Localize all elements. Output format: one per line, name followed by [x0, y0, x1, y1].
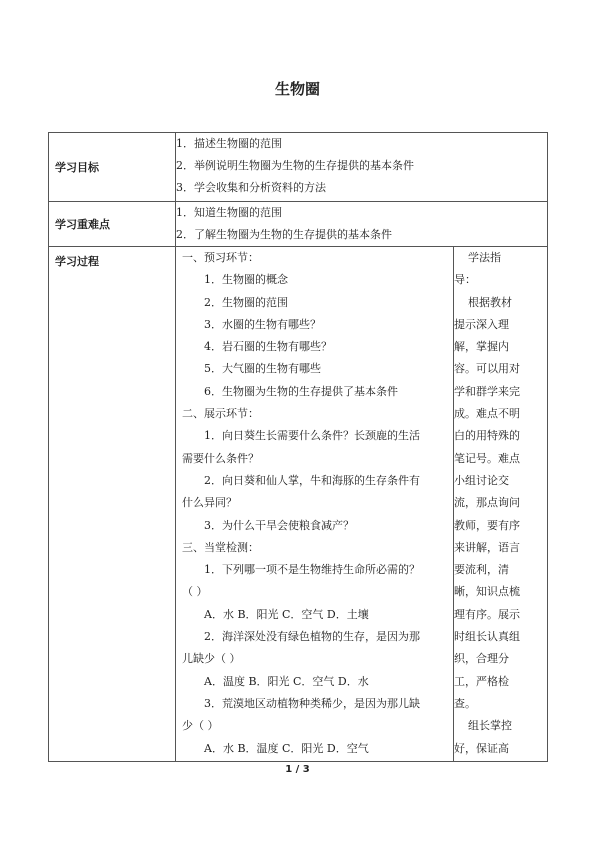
guide-line: 容。可以用对 — [454, 362, 520, 376]
guide-line: 工，严格检 — [454, 674, 509, 688]
process-line: 3．荒漠地区动植物种类稀少，是因为那儿缺 — [204, 696, 420, 710]
process-line: 3．水圈的生物有哪些？ — [204, 317, 321, 331]
process-line: 需要什么条件？ — [182, 451, 259, 465]
process-line: 1．生物圈的概念 — [204, 273, 288, 287]
guide-line: 教师，要有序 — [454, 518, 520, 532]
guide-line: 时组长认真组 — [454, 630, 520, 644]
guide-line: 学和群学来完 — [454, 384, 520, 398]
row-key — [49, 202, 548, 247]
guide-line: 笔记号。难点 — [454, 451, 520, 465]
process-line: 6．生物圈为生物的生存提供了基本条件 — [204, 384, 398, 398]
guide-line: 组长掌控 — [454, 719, 512, 733]
guide-line: 流，那点询问 — [454, 496, 520, 510]
guide-line: 导： — [454, 273, 476, 287]
key-item: 2．了解生物圈为生物的生存提供的基本条件 — [176, 228, 392, 241]
guide-line: 理有序。展示 — [454, 607, 520, 621]
guide-line: 晰，知识点梳 — [454, 585, 520, 599]
goal-item: 1．描述生物圈的范围 — [176, 137, 282, 150]
study-guide-notes — [454, 247, 548, 762]
process-line: 2．向日葵和仙人掌，牛和海豚的生存条件有 — [204, 473, 420, 487]
process-line: （ ） — [182, 585, 208, 599]
process-line: 一、预习环节： — [182, 251, 259, 264]
goal-content — [176, 133, 548, 202]
process-line: 1．向日葵生长需要什么条件？长颈鹿的生活 — [204, 429, 420, 443]
guide-line: 要流利，清 — [454, 563, 509, 577]
goal-item: 2．举例说明生物圈为生物的生存提供的基本条件 — [176, 159, 414, 172]
process-line: 二、展示环节： — [182, 407, 259, 421]
guide-line: 白的用特殊的 — [454, 429, 520, 443]
guide-line: 根据教材 — [454, 295, 512, 309]
process-line: A．温度 B．阳光 C．空气 D．水 — [204, 674, 369, 688]
key-label: 学习重难点 — [49, 202, 176, 247]
page-number: 1 / 3 — [285, 764, 310, 775]
process-line: 3．为什么干旱会使粮食减产？ — [204, 518, 354, 532]
guide-line: 学法指 — [454, 251, 501, 264]
key-item: 1．知道生物圈的范围 — [176, 206, 282, 219]
key-content — [176, 202, 548, 247]
guide-line: 来讲解，语言 — [454, 540, 520, 554]
process-line: 什么异同？ — [182, 496, 237, 510]
guide-line: 好，保证高 — [454, 741, 509, 755]
row-goal — [49, 133, 548, 202]
guide-line: 解，掌握内 — [454, 340, 509, 354]
guide-line: 查。 — [454, 696, 476, 710]
guide-line: 织，合理分 — [454, 652, 509, 666]
goal-label: 学习目标 — [49, 133, 176, 202]
process-line: 2．生物圈的范围 — [204, 295, 288, 309]
process-line: 4．岩石圈的生物有哪些？ — [204, 340, 332, 354]
guide-line: 提示深入理 — [454, 317, 509, 331]
page-title: 生物圈 — [274, 80, 320, 98]
process-line: A．水 B．温度 C．阳光 D．空气 — [204, 741, 369, 755]
process-line: 少（ ） — [182, 719, 219, 733]
row-process — [49, 247, 548, 762]
guide-line: 小组讨论交 — [454, 473, 509, 487]
process-line: 5．大气圈的生物有哪些 — [204, 362, 321, 376]
process-line: 1．下列哪一项不是生物维持生命所必需的？ — [204, 563, 420, 577]
process-line: 三、当堂检测： — [182, 540, 259, 554]
lesson-table — [48, 132, 548, 762]
process-line: A．水 B．阳光 C．空气 D．土壤 — [204, 607, 369, 621]
process-label: 学习过程 — [49, 247, 176, 762]
process-content — [176, 247, 454, 762]
process-line: 2．海洋深处没有绿色植物的生存，是因为那 — [204, 630, 420, 644]
guide-line: 成。难点不明 — [454, 407, 520, 421]
goal-item: 3．学会收集和分析资料的方法 — [176, 181, 326, 194]
process-line: 儿缺少（ ） — [182, 652, 241, 666]
